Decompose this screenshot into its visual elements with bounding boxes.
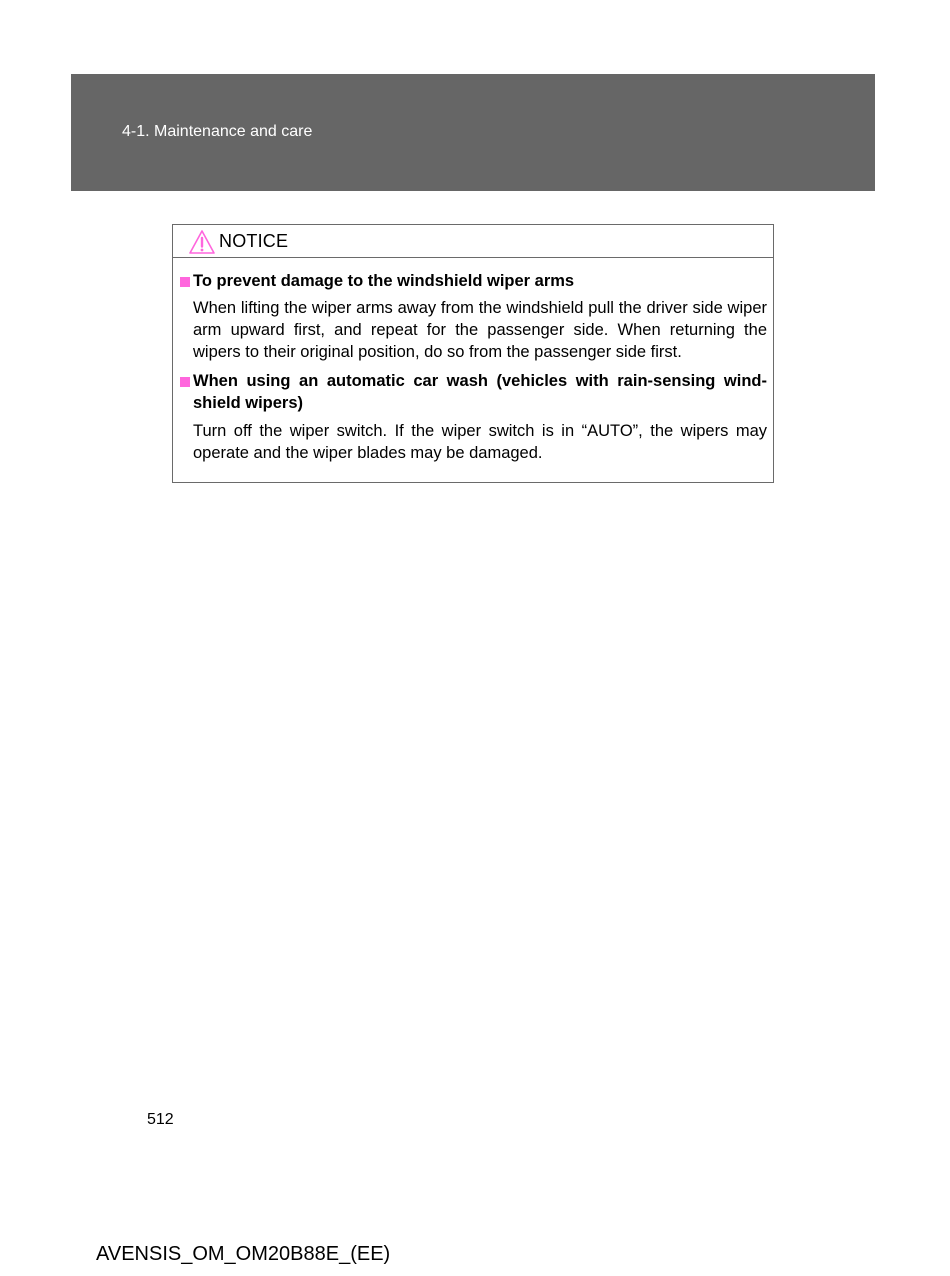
- notice-box: [172, 224, 774, 483]
- document-id: AVENSIS_OM_OM20B88E_(EE): [96, 1243, 391, 1265]
- item-heading: When using an automatic car wash (vehicles with rain-sensing wind-shield wipers): [193, 372, 767, 412]
- notice-header: [173, 225, 773, 258]
- section-title: 4-1. Maintenance and care: [122, 123, 313, 140]
- item-body: Turn off the wiper switch. If the wiper switch is in “AUTO”, the wipers may operate and the wiper blades may be damaged.: [193, 422, 767, 462]
- item-body: When lifting the wiper arms away from the windshield pull the driver side wiper arm upward first, and repeat for the passenger side. When returning the wipers to their original position, do so from the passenger side first.: [193, 299, 767, 361]
- notice-label: NOTICE: [219, 231, 289, 251]
- bullet-square-icon: [180, 377, 190, 387]
- warning-triangle-icon: [188, 229, 216, 255]
- header-band: [71, 74, 875, 191]
- item-heading: To prevent damage to the windshield wiper arms: [193, 272, 575, 290]
- page-number: 512: [147, 1111, 174, 1128]
- bullet-square-icon: [180, 277, 190, 287]
